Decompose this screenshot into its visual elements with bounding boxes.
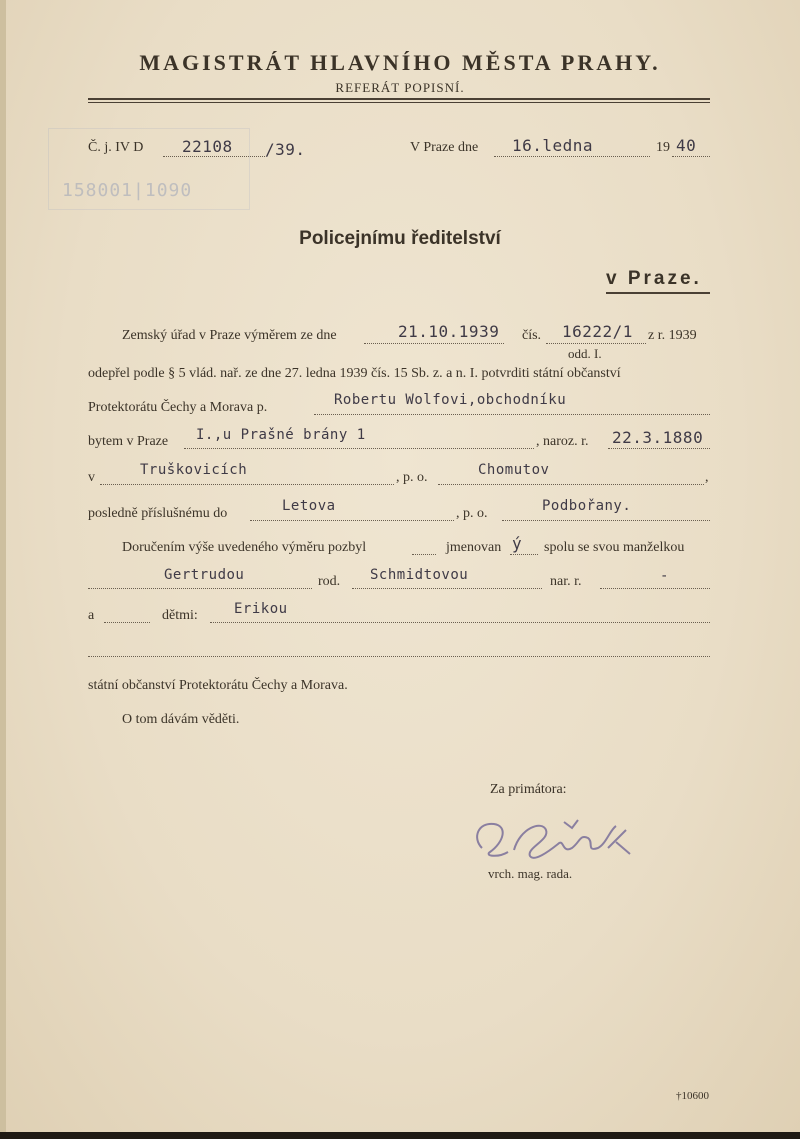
birth-place: Truškovicích bbox=[140, 462, 248, 478]
child-name: Erikou bbox=[234, 601, 288, 617]
date-value: 16.ledna bbox=[512, 136, 594, 155]
birth-post-office: Chomutov bbox=[478, 462, 550, 478]
year-suffix: 40 bbox=[676, 136, 697, 155]
year-prefix: 19 bbox=[656, 140, 670, 155]
text-line: jmenovan bbox=[446, 540, 502, 555]
cj-label: Č. j. IV D bbox=[88, 140, 144, 155]
text-line: rod. bbox=[318, 574, 341, 589]
dotted-line bbox=[438, 484, 704, 485]
dotted-line bbox=[494, 156, 650, 157]
addressee-underline bbox=[606, 292, 710, 294]
text-line: O tom dávám věděti. bbox=[122, 712, 240, 727]
dotted-line bbox=[510, 554, 538, 555]
wife-maiden-name: Schmidtovou bbox=[370, 567, 469, 583]
dotted-line bbox=[364, 343, 504, 344]
place-label: V Praze dne bbox=[410, 140, 479, 155]
decree-number: 16222/1 bbox=[562, 322, 633, 341]
page-bottom-edge bbox=[0, 1132, 800, 1139]
cj-number: 22108 bbox=[182, 137, 233, 156]
header-rule-top bbox=[88, 98, 710, 100]
text-line: v bbox=[88, 470, 95, 485]
text-line: a bbox=[88, 608, 95, 623]
decree-date: 21.10.1939 bbox=[398, 322, 500, 341]
text-line: nar. r. bbox=[550, 574, 582, 589]
dotted-line bbox=[184, 448, 534, 449]
text-line: bytem v Praze bbox=[88, 434, 169, 449]
wife-name: Gertrudou bbox=[164, 567, 245, 583]
dotted-line bbox=[100, 484, 394, 485]
page-edge bbox=[0, 0, 6, 1139]
domicile-place: Letova bbox=[282, 498, 336, 514]
text-line: čís. bbox=[522, 328, 542, 343]
dotted-line bbox=[88, 588, 312, 589]
header-rule-bottom bbox=[88, 102, 710, 103]
footer-code: †10600 bbox=[676, 1090, 709, 1102]
text-line: , naroz. r. bbox=[536, 434, 589, 449]
stamp-text: 158001|1090 bbox=[62, 180, 193, 201]
addressee-line2: v Praze. bbox=[606, 268, 702, 289]
domicile-post-office: Podbořany. bbox=[542, 498, 632, 514]
dotted-line bbox=[600, 588, 710, 589]
dotted-line bbox=[412, 554, 436, 555]
birth-year: 22.3.1880 bbox=[612, 428, 704, 447]
text-line: Protektorátu Čechy a Morava p. bbox=[88, 400, 268, 415]
dotted-line bbox=[163, 156, 265, 157]
text-line: , bbox=[705, 470, 709, 485]
dotted-line bbox=[546, 343, 646, 344]
text-line: Doručením výše uvedeného výměru pozbyl bbox=[122, 540, 367, 555]
text-line: spolu se svou manželkou bbox=[544, 540, 685, 555]
person-name: Robertu Wolfovi,obchodníku bbox=[334, 392, 567, 408]
gender-suffix: ý bbox=[512, 534, 523, 553]
text-line: Zemský úřad v Praze výměrem ze dne bbox=[122, 328, 337, 343]
text-line: odepřel podle § 5 vlád. nař. ze dne 27. ledna 1939 čís. 15 Sb. z. a n. I. potvrditi státní občanství bbox=[88, 366, 621, 381]
header-subtitle: REFERÁT POPISNÍ. bbox=[335, 80, 465, 95]
text-line: , p. o. bbox=[456, 506, 488, 521]
text-line: dětmi: bbox=[162, 608, 198, 623]
handwritten-signature bbox=[468, 808, 638, 873]
cj-suffix: /39. bbox=[265, 140, 306, 159]
dotted-line bbox=[672, 156, 710, 157]
dotted-line bbox=[210, 622, 710, 623]
wife-birth-year: - bbox=[660, 568, 669, 584]
dotted-line bbox=[88, 656, 710, 657]
dotted-line bbox=[502, 520, 710, 521]
dotted-line bbox=[314, 414, 710, 415]
dotted-line bbox=[608, 448, 710, 449]
addressee-line1: Policejnímu ředitelství bbox=[299, 228, 501, 249]
signature-za: Za primátora: bbox=[490, 782, 567, 797]
text-line: , p. o. bbox=[396, 470, 428, 485]
dotted-line bbox=[250, 520, 454, 521]
address-value: I.,u Prašné brány 1 bbox=[196, 427, 366, 443]
dotted-line bbox=[352, 588, 542, 589]
text-line: posledně příslušnému do bbox=[88, 506, 228, 521]
text-line: z r. 1939 bbox=[648, 328, 697, 343]
text-line: odd. I. bbox=[568, 346, 602, 361]
dotted-line bbox=[104, 622, 150, 623]
header-title: MAGISTRÁT HLAVNÍHO MĚSTA PRAHY. bbox=[139, 50, 661, 75]
text-line: státní občanství Protektorátu Čechy a Morava. bbox=[88, 678, 348, 693]
signature-title: vrch. mag. rada. bbox=[488, 866, 573, 881]
